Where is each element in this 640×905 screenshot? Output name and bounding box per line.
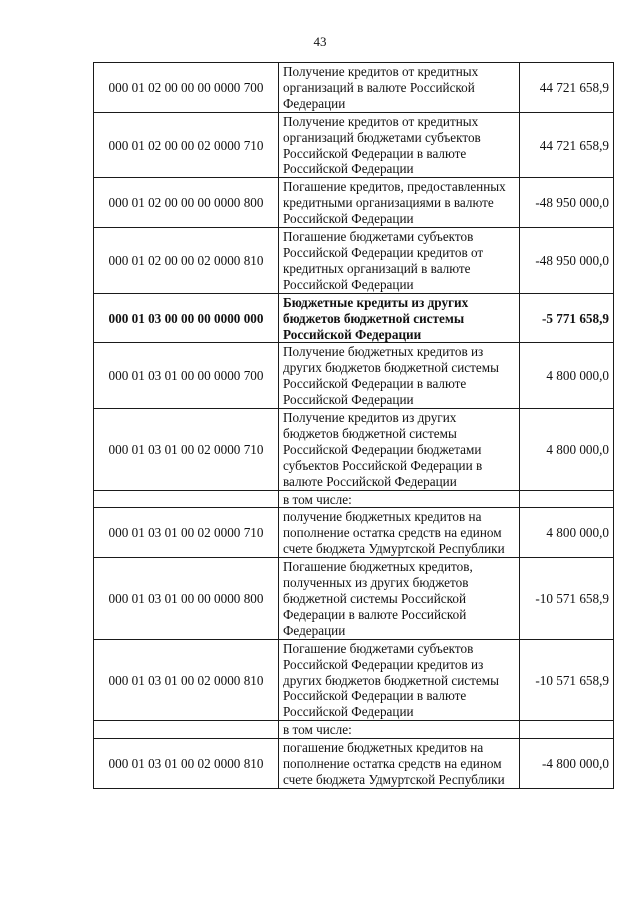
item-name-cell: Получение кредитов от кредитных организаций бюджетами субъектов Российской Федерации в валюте Российской Федерации xyxy=(279,112,520,178)
item-name-cell: Получение бюджетных кредитов из других бюджетов бюджетной системы Российской Федерации в валюте Российской Федерации xyxy=(279,343,520,409)
table-row xyxy=(94,63,614,113)
item-name-cell: Получение кредитов от кредитных организаций в валюте Российской Федерации xyxy=(279,63,520,113)
amount-cell: -48 950 000,0 xyxy=(520,228,614,294)
item-name-cell: в том числе: xyxy=(279,490,520,508)
page-number: 43 xyxy=(313,34,327,49)
amount-cell: 44 721 658,9 xyxy=(520,112,614,178)
table-row xyxy=(94,558,614,640)
budget-code-cell: 000 01 03 01 00 02 0000 810 xyxy=(94,639,279,721)
table-row xyxy=(94,721,614,739)
amount-cell: 44 721 658,9 xyxy=(520,63,614,113)
amount-cell xyxy=(520,721,614,739)
item-name-cell: Погашение бюджетами субъектов Российской Федерации кредитов от кредитных организаций в валюте Российской Федерации xyxy=(279,228,520,294)
item-name-cell: Бюджетные кредиты из других бюджетов бюджетной системы Российской Федерации xyxy=(279,293,520,343)
amount-cell: -10 571 658,9 xyxy=(520,639,614,721)
item-name-cell: получение бюджетных кредитов на пополнение остатка средств на едином счете бюджета Удмуртской Республики xyxy=(279,508,520,558)
budget-sources-table xyxy=(93,62,614,789)
budget-code-cell xyxy=(94,721,279,739)
item-name-cell: погашение бюджетных кредитов на пополнение остатка средств на едином счете бюджета Удмуртской Республики xyxy=(279,739,520,789)
budget-code-cell: 000 01 02 00 00 00 0000 800 xyxy=(94,178,279,228)
table-row xyxy=(94,639,614,721)
budget-code-cell: 000 01 02 00 00 02 0000 810 xyxy=(94,228,279,294)
amount-cell: -10 571 658,9 xyxy=(520,558,614,640)
amount-cell: -48 950 000,0 xyxy=(520,178,614,228)
budget-code-cell: 000 01 03 01 00 00 0000 700 xyxy=(94,343,279,409)
table-row xyxy=(94,490,614,508)
budget-code-cell: 000 01 02 00 00 00 0000 700 xyxy=(94,63,279,113)
amount-cell: 4 800 000,0 xyxy=(520,343,614,409)
table-row xyxy=(94,228,614,294)
item-name-cell: Погашение бюджетных кредитов, полученных из других бюджетов бюджетной системы Российской Федерации в валюте Российской Федерации xyxy=(279,558,520,640)
item-name-cell: в том числе: xyxy=(279,721,520,739)
table-row xyxy=(94,508,614,558)
budget-code-cell: 000 01 03 01 00 02 0000 710 xyxy=(94,409,279,491)
budget-code-cell: 000 01 03 01 00 02 0000 810 xyxy=(94,739,279,789)
table-row xyxy=(94,178,614,228)
item-name-cell: Погашение бюджетами субъектов Российской Федерации кредитов из других бюджетов бюджетной системы Российской Федерации в валюте Российской Федерации xyxy=(279,639,520,721)
table-row xyxy=(94,739,614,789)
item-name-cell: Погашение кредитов, предоставленных кредитными организациями в валюте Российской Федерации xyxy=(279,178,520,228)
budget-code-cell: 000 01 02 00 00 02 0000 710 xyxy=(94,112,279,178)
table-row xyxy=(94,343,614,409)
budget-code-cell: 000 01 03 01 00 02 0000 710 xyxy=(94,508,279,558)
budget-table-body xyxy=(94,63,614,789)
budget-code-cell: 000 01 03 01 00 00 0000 800 xyxy=(94,558,279,640)
table-row xyxy=(94,293,614,343)
budget-code-cell: 000 01 03 00 00 00 0000 000 xyxy=(94,293,279,343)
amount-cell: 4 800 000,0 xyxy=(520,409,614,491)
amount-cell: -5 771 658,9 xyxy=(520,293,614,343)
budget-code-cell xyxy=(94,490,279,508)
table-row xyxy=(94,409,614,491)
amount-cell xyxy=(520,490,614,508)
amount-cell: -4 800 000,0 xyxy=(520,739,614,789)
item-name-cell: Получение кредитов из других бюджетов бюджетной системы Российской Федерации бюджетами субъектов Российской Федерации в валюте Российской Федерации xyxy=(279,409,520,491)
table-row xyxy=(94,112,614,178)
amount-cell: 4 800 000,0 xyxy=(520,508,614,558)
